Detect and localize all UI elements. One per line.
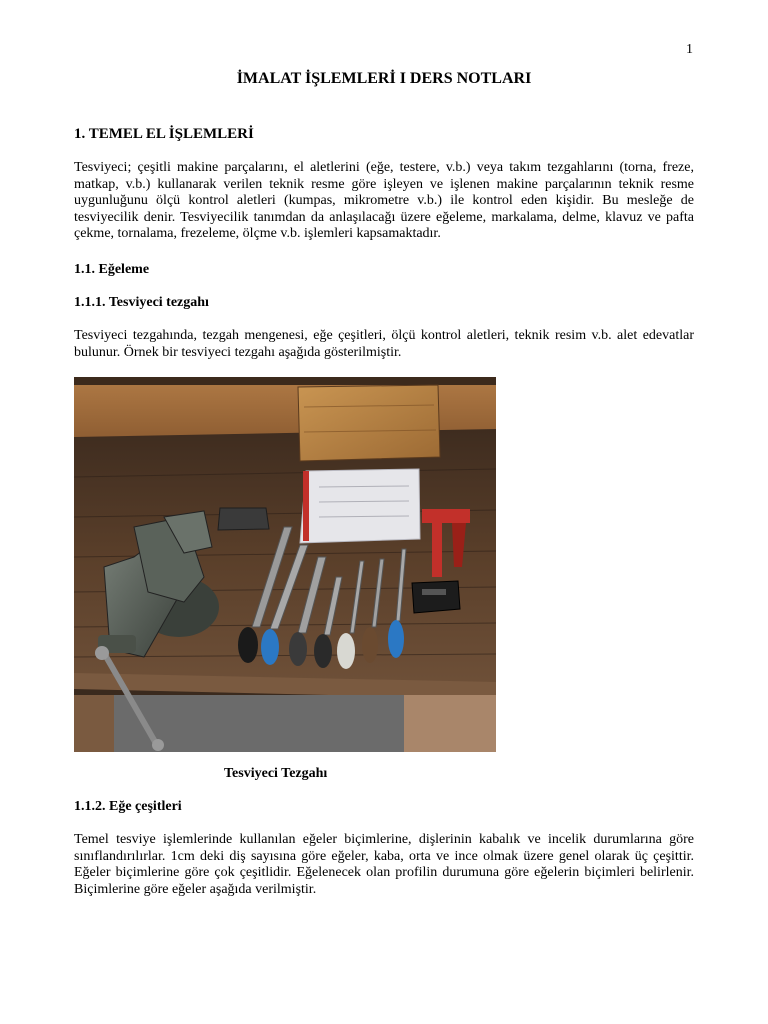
workbench-photo [74, 377, 496, 752]
steel-block [218, 508, 269, 530]
page-number: 1 [686, 42, 693, 57]
paragraph-cesitler: Temel tesviye işlemlerinde kullanılan eğeler biçimlerine, dişlerinin kabalık ve incelik durumlarına göre sınıflandırılırlar. 1cm deki diş sayısına göre eğeler, kaba, orta ve ince olmak üzere genel olarak üç çeşittir. Eğeler biçimlerine göre çok çeşitlidir. Eğelenecek olan profilin durumuna göre eğelerin biçimleri belirlenir. Biçimlerine göre eğeler aşağıda verilmiştir. [74, 832, 694, 897]
section-heading-tezgah: 1.1.1. Tesviyeci tezgahı [74, 295, 209, 310]
paragraph-temel: Tesviyeci; çeşitli makine parçalarını, el aletlerini (eğe, testere, v.b.) veya takım tezgahlarını (torna, freze, matkap, v.b.) kullanarak verilen teknik resme göre işleyen ve işlenen makine parçalarının teknik resme uygunluğunu ölçü kontrol aletleri (kumpas, mikrometre v.b.) ile kontrol eden kişidir. Bu mesleğe de tesviyecilik denir. Tesviyecilik tanımdan da anlaşılacağı üzere eğeleme, markalama, delme, klavuz ve pafta çekme, tornalama, frezeleme, ölçme v.b. işlemleri kapsamaktadır. [74, 160, 694, 241]
document-title: İMALAT İŞLEMLERİ I DERS NOTLARI [236, 70, 532, 87]
section-heading-egeleme: 1.1. Eğeleme [74, 262, 150, 277]
paragraph-tezgah: Tesviyeci tezgahında, tezgah mengenesi, eğe çeşitleri, ölçü kontrol aletleri, teknik resim v.b. alet edevatlar bulunur. Örnek bir tesviyeci tezgahı aşağıda gösterilmiştir. [74, 328, 694, 360]
figure-caption: Tesviyeci Tezgahı [224, 766, 328, 781]
workbench-illustration [74, 377, 496, 752]
section-heading-cesitler: 1.1.2. Eğe çeşitleri [74, 799, 182, 814]
section-heading-temel: 1. TEMEL EL İŞLEMLERİ [74, 126, 254, 142]
technical-drawing [300, 469, 420, 543]
wooden-block [298, 385, 440, 461]
measurement-box [412, 581, 460, 613]
